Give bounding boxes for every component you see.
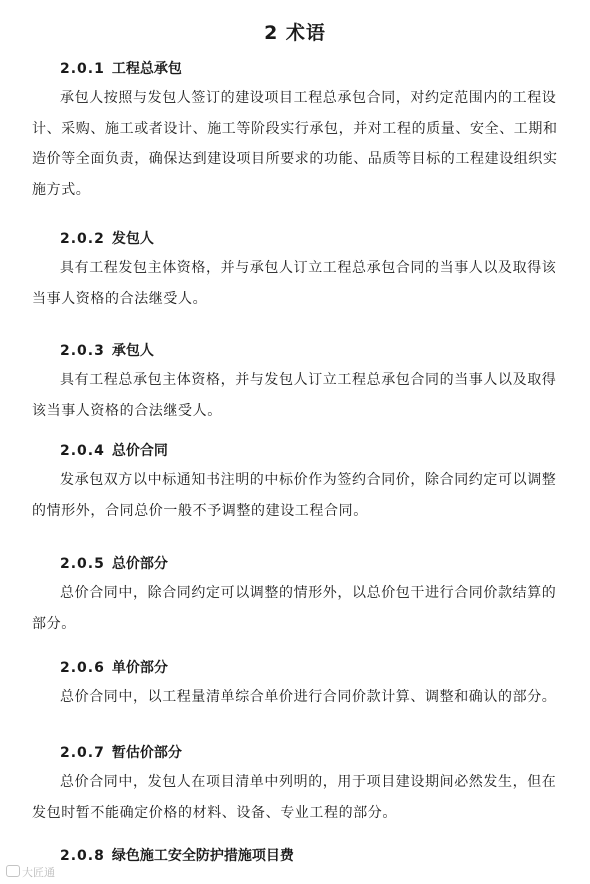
term-definition-line: 总价合同中，以工程量清单综合单价进行合同价款计算、调整和确认的部分。 — [60, 689, 557, 705]
term-title: 单价部分 — [111, 660, 168, 676]
term-title: 总价部分 — [111, 556, 168, 572]
term-definition-line: 总价合同中，除合同约定可以调整的情形外，以总价包干进行合同价款结算的 — [60, 585, 557, 601]
term-definition-line: 总价合同中，发包人在项目清单中列明的，用于项目建设期间必然发生，但在 — [60, 774, 557, 790]
term-heading — [60, 58, 182, 78]
term-definition-line: 的情形外，合同总价一般不予调整的建设工程合同。 — [32, 502, 368, 519]
chapter-title — [0, 18, 590, 45]
term-number: 2.0.1 — [60, 61, 105, 77]
term-heading — [60, 440, 168, 460]
term-definition-line: 发包时暂不能确定价格的材料、设备、专业工程的部分。 — [32, 804, 397, 821]
term-heading — [60, 553, 168, 573]
term-number: 2.0.2 — [60, 231, 105, 247]
term-heading — [60, 742, 182, 762]
term-definition-line: 具有工程发包主体资格，并与承包人订立工程总承包合同的当事人以及取得该 — [60, 260, 557, 276]
term-definition-line: 具有工程总承包主体资格，并与发包人订立工程总承包合同的当事人以及取得 — [60, 372, 557, 388]
term-definition-line: 发承包双方以中标通知书注明的中标价作为签约合同价，除合同约定可以调整 — [60, 472, 557, 488]
term-title: 绿色施工安全防护措施项目费 — [111, 848, 294, 864]
term-number: 2.0.8 — [60, 848, 105, 864]
term-heading — [60, 845, 294, 865]
term-definition-line: 造价等全面负责，确保达到建设项目所要求的功能、品质等目标的工程建设组织实 — [32, 151, 558, 167]
term-definition-line: 承包人按照与发包人签订的建设项目工程总承包合同，对约定范围内的工程设 — [60, 90, 557, 106]
term-heading — [60, 657, 168, 677]
term-definition-line: 该当事人资格的合法继受人。 — [32, 402, 222, 419]
chapter-name: 术语 — [285, 22, 326, 44]
term-number: 2.0.5 — [60, 556, 105, 572]
watermark — [6, 864, 55, 880]
term-title: 暂估价部分 — [111, 745, 182, 761]
watermark-logo-icon — [6, 865, 20, 877]
term-title: 工程总承包 — [111, 61, 182, 77]
chapter-number: 2 — [264, 22, 279, 44]
term-number: 2.0.4 — [60, 443, 105, 459]
term-number: 2.0.3 — [60, 343, 105, 359]
watermark-text: 大匠通 — [22, 866, 55, 879]
term-title: 发包人 — [111, 231, 154, 247]
term-definition-line: 部分。 — [32, 615, 76, 632]
term-definition-line: 施方式。 — [32, 181, 91, 198]
term-definition-line: 当事人资格的合法继受人。 — [32, 290, 208, 307]
term-heading — [60, 228, 154, 248]
term-number: 2.0.7 — [60, 745, 105, 761]
term-title: 承包人 — [111, 343, 154, 359]
term-heading — [60, 340, 154, 360]
term-title: 总价合同 — [111, 443, 168, 459]
term-number: 2.0.6 — [60, 660, 105, 676]
term-definition-line: 计、采购、施工或者设计、施工等阶段实行承包，并对工程的质量、安全、工期和 — [32, 120, 558, 137]
